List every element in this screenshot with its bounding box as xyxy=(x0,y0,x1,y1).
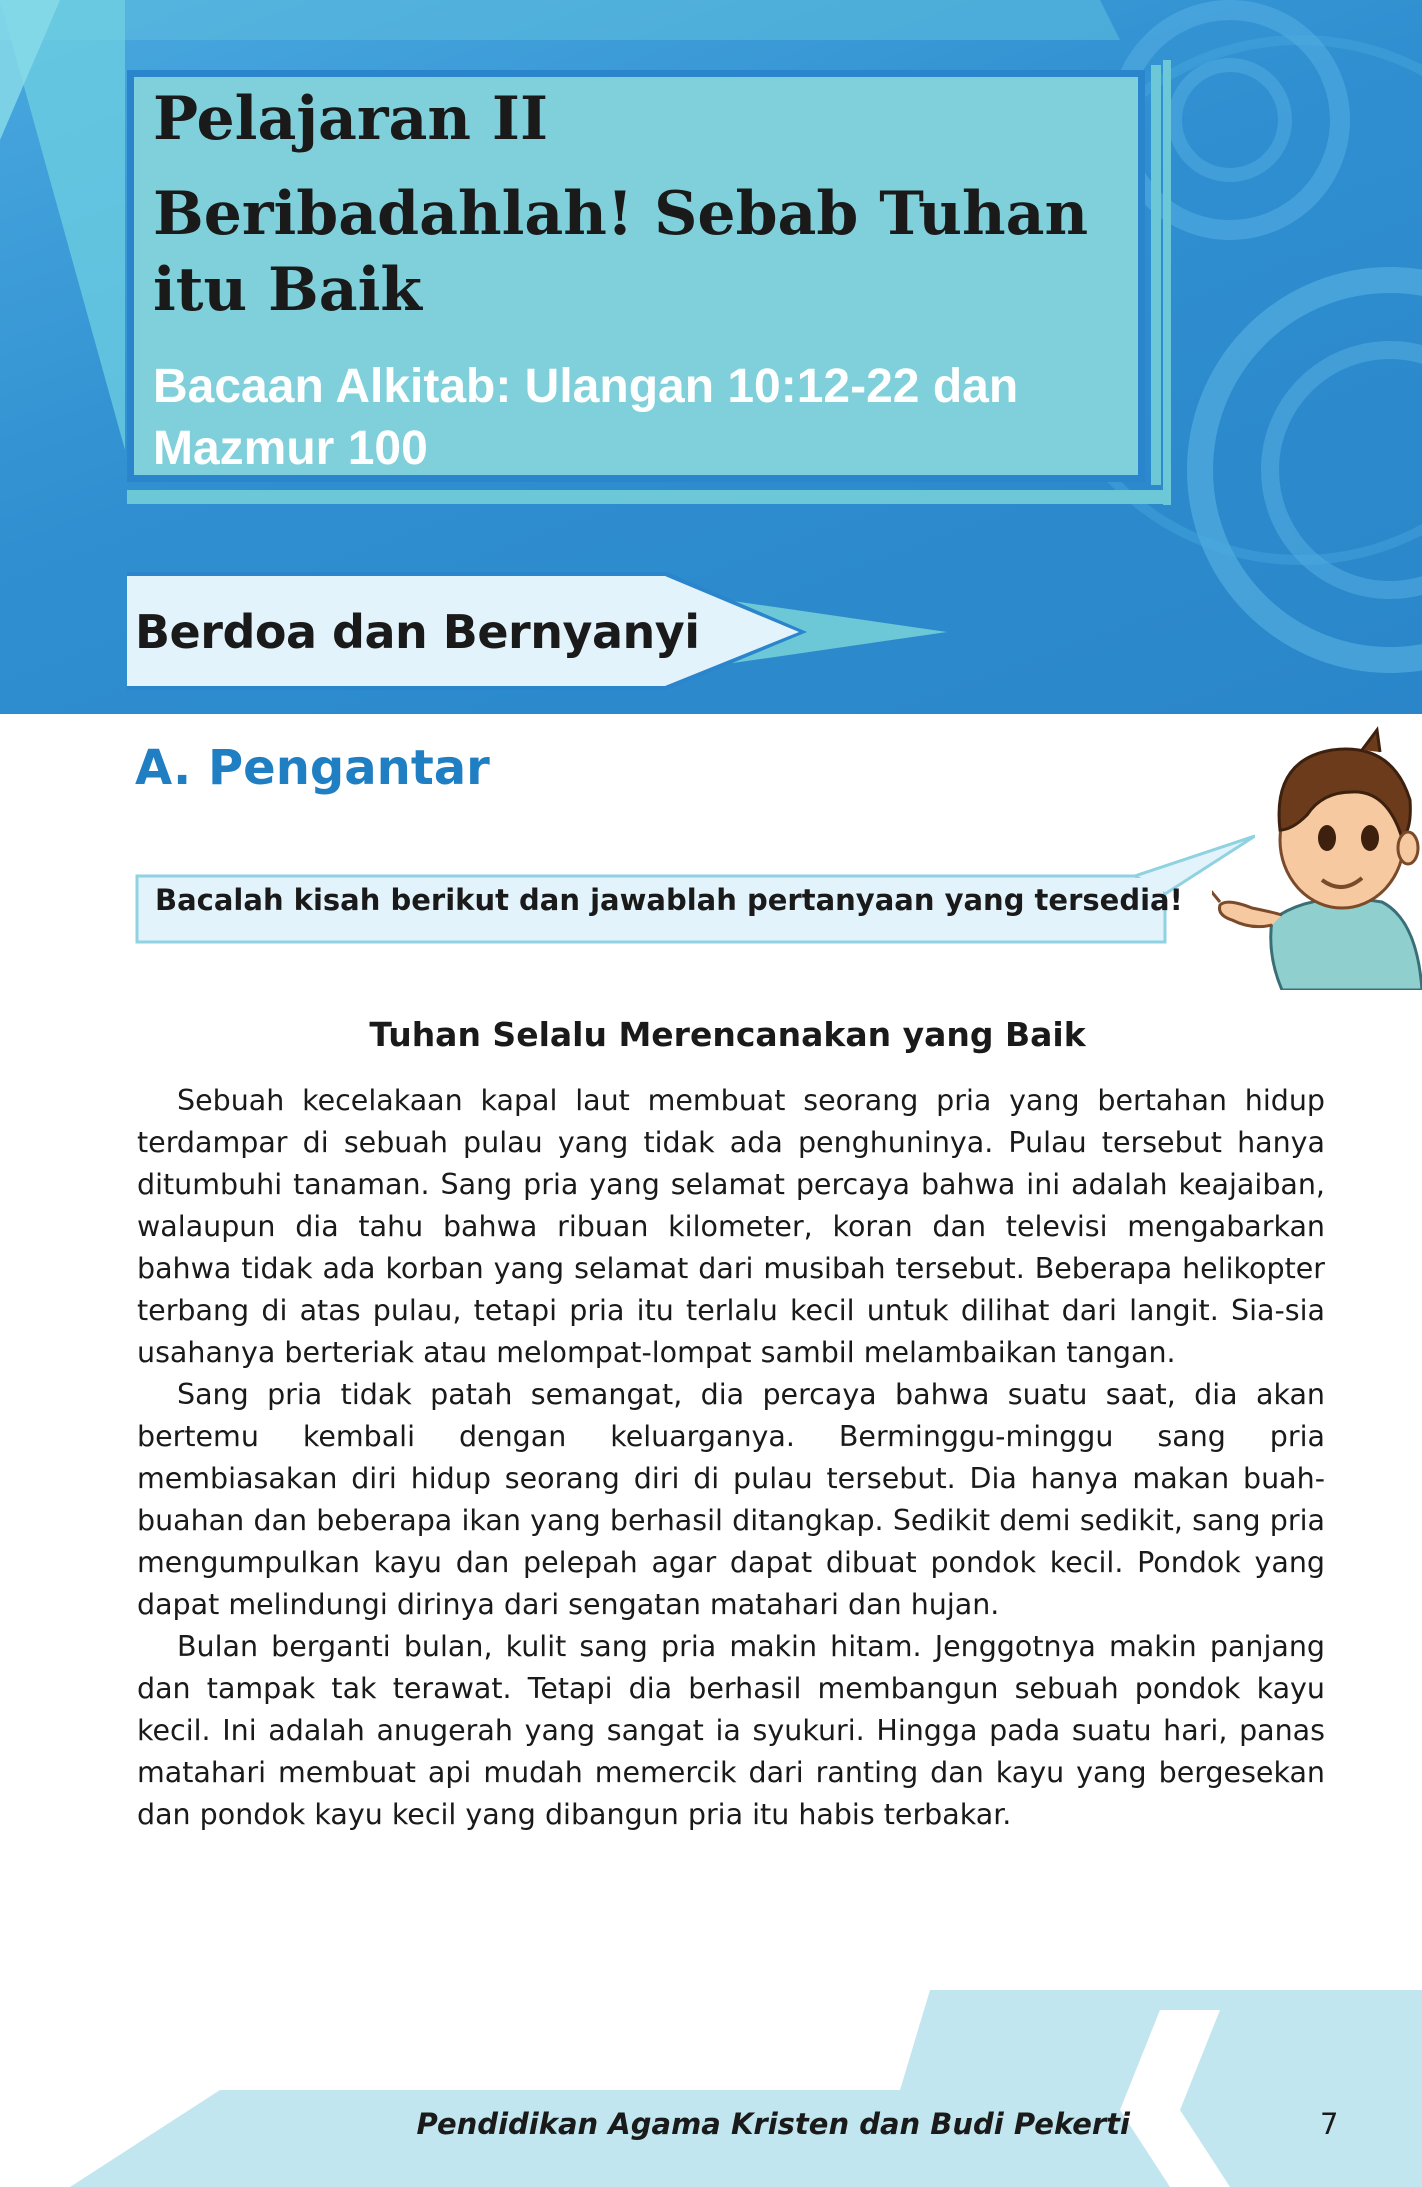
story-paragraph: Bulan berganti bulan, kulit sang pria makin hitam. Jenggotnya makin panjang dan tampak tak terawat. Tetapi dia berhasil membangun sebuah pondok kayu kecil. Ini adalah anugerah yang sangat ia syukuri. Hingga pada suatu hari, panas matahari membuat api mudah memercik dari ranting dan kayu yang bergesekan dan pondok kayu kecil yang dibangun pria itu habis terbakar. xyxy=(137,1630,1325,1831)
title-frame-stripe xyxy=(1163,60,1171,505)
footer-decoration xyxy=(0,1990,1422,2187)
section-heading: A. Pengantar xyxy=(135,740,490,796)
story-title: Tuhan Selalu Merencanakan yang Baik xyxy=(369,1015,1086,1054)
page-number: 7 xyxy=(1320,2107,1339,2141)
lesson-title: Beribadahlah! Sebab Tuhan itu Baik xyxy=(153,179,1089,325)
bible-reading: Bacaan Alkitab: Ulangan 10:12-22 dan Mazmur 100 xyxy=(153,360,1019,475)
banner-label: Berdoa dan Bernyanyi xyxy=(135,605,700,659)
title-frame-stripe xyxy=(127,490,1171,504)
instruction-text: Bacalah kisah berikut dan jawablah pertanyaan yang tersedia! xyxy=(155,883,1183,917)
story-paragraph: Sebuah kecelakaan kapal laut membuat seorang pria yang bertahan hidup terdampar di sebuah pulau yang tidak ada penghuninya. Pulau tersebut hanya ditumbuhi tanaman. Sang pria yang selamat percaya bahwa ini adalah keajaiban, walaupun dia tahu bahwa ribuan kilometer, koran dan televisi mengabarkan bahwa tidak ada korban yang selamat dari musibah tersebut. Beberapa helikopter terbang di atas pulau, tetapi pria itu terlalu kecil untuk dilihat dari langit. Sia-sia usahanya berteriak atau melompat-lompat sambil melambaikan tangan. xyxy=(137,1084,1325,1369)
story-paragraph: Sang pria tidak patah semangat, dia percaya bahwa suatu saat, dia akan bertemu kembali dengan keluarganya. Berminggu-minggu sang pria membiasakan diri hidup seorang diri di pulau tersebut. Dia hanya makan buah-buahan dan beberapa ikan yang berhasil ditangkap. Sedikit demi sedikit, sang pria mengumpulkan kayu dan pelepah agar dapat dibuat pondok kecil. Pondok yang dapat melindungi dirinya dari sengatan matahari dan hujan. xyxy=(137,1378,1325,1621)
story-body xyxy=(137,1080,1325,1836)
boy-illustration xyxy=(1212,720,1422,990)
title-frame-stripe xyxy=(1151,65,1161,485)
lesson-number: Pelajaran II xyxy=(153,84,549,154)
footer-book-title: Pendidikan Agama Kristen dan Budi Pekerti xyxy=(416,2107,1130,2141)
